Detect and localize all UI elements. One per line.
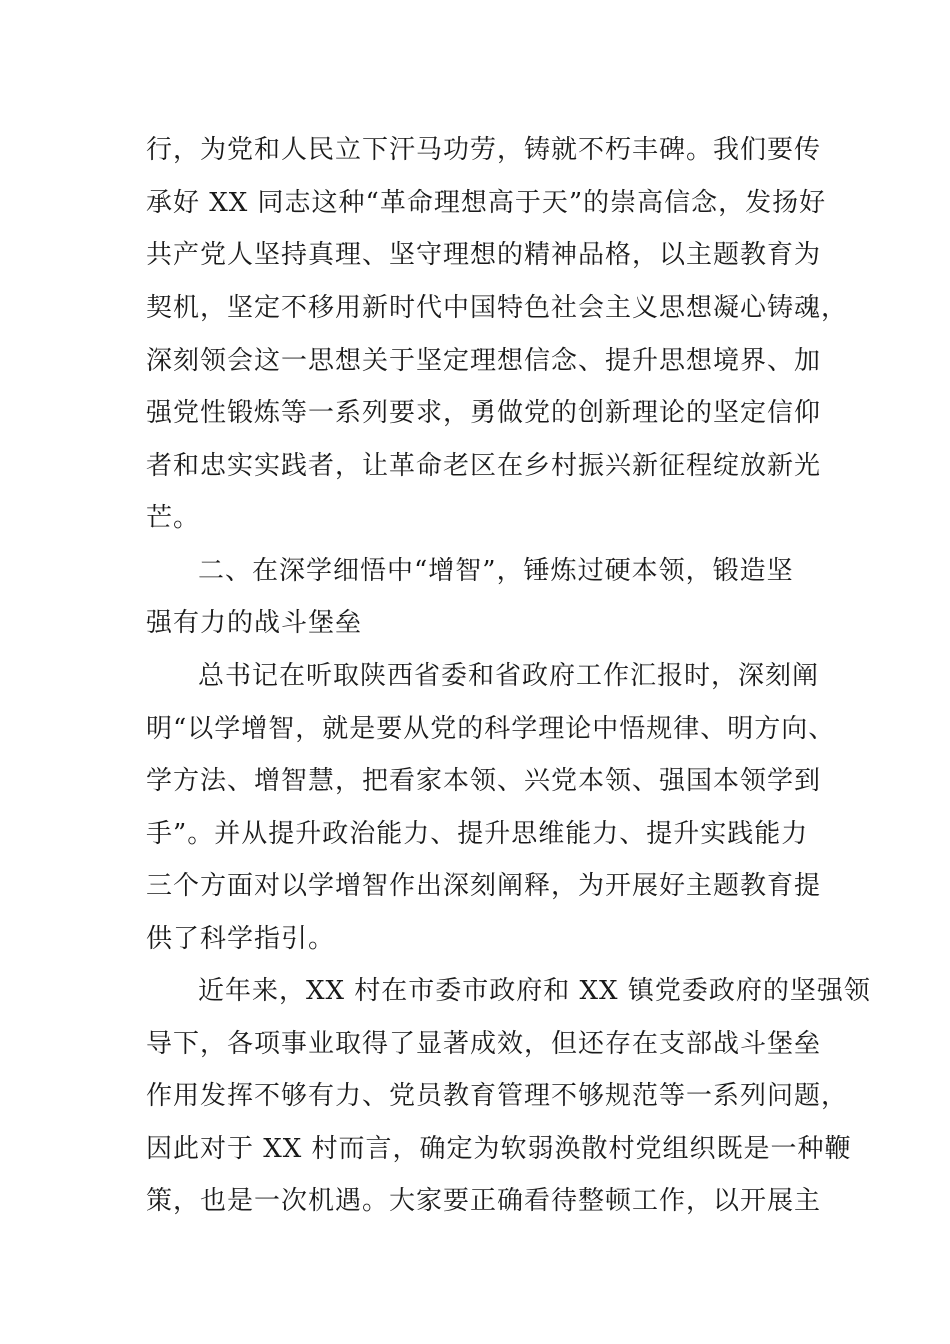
- text-line: 手”。并从提升政治能力、提升思维能力、提升实践能力: [146, 819, 809, 849]
- text-line: 承好 XX 同志这种“革命理想高于天”的崇高信念，发扬好: [146, 188, 827, 218]
- text-line: 芒。: [146, 503, 201, 533]
- section-heading: 二、在深学细悟中“增智”，锤炼过硬本领，锻造坚: [198, 556, 794, 586]
- text-line: 作用发挥不够有力、党员教育管理不够规范等一系列问题，: [146, 1081, 849, 1111]
- text-line: 者和忠实实践者，让革命老区在乡村振兴新征程绽放新光: [146, 451, 822, 481]
- text-line: 近年来，XX 村在市委市政府和 XX 镇党委政府的坚强领: [198, 976, 871, 1006]
- text-line: 策，也是一次机遇。大家要正确看待整顿工作，以开展主: [146, 1186, 822, 1216]
- text-line: 导下，各项事业取得了显著成效，但还存在支部战斗堡垒: [146, 1029, 822, 1059]
- text-line: 供了科学指引。: [146, 924, 336, 954]
- text-line: 学方法、增智慧，把看家本领、兴党本领、强国本领学到: [146, 766, 822, 796]
- text-line: 共产党人坚持真理、坚守理想的精神品格，以主题教育为: [146, 240, 822, 270]
- text-line: 深刻领会这一思想关于坚定理想信念、提升思想境界、加: [146, 346, 822, 376]
- text-line: 契机，坚定不移用新时代中国特色社会主义思想凝心铸魂，: [146, 293, 849, 323]
- text-line: 因此对于 XX 村而言，确定为软弱涣散村党组织既是一种鞭: [146, 1134, 852, 1164]
- text-line: 总书记在听取陕西省委和省政府工作汇报时，深刻阐: [198, 661, 820, 691]
- text-line: 明“以学增智，就是要从党的科学理论中悟规律、明方向、: [146, 714, 836, 744]
- section-heading-continued: 强有力的战斗堡垒: [146, 608, 363, 638]
- text-line: 行，为党和人民立下汗马功劳，铸就不朽丰碑。我们要传: [146, 135, 822, 165]
- text-line: 强党性锻炼等一系列要求，勇做党的创新理论的坚定信仰: [146, 398, 822, 428]
- text-line: 三个方面对以学增智作出深刻阐释，为开展好主题教育提: [146, 871, 822, 901]
